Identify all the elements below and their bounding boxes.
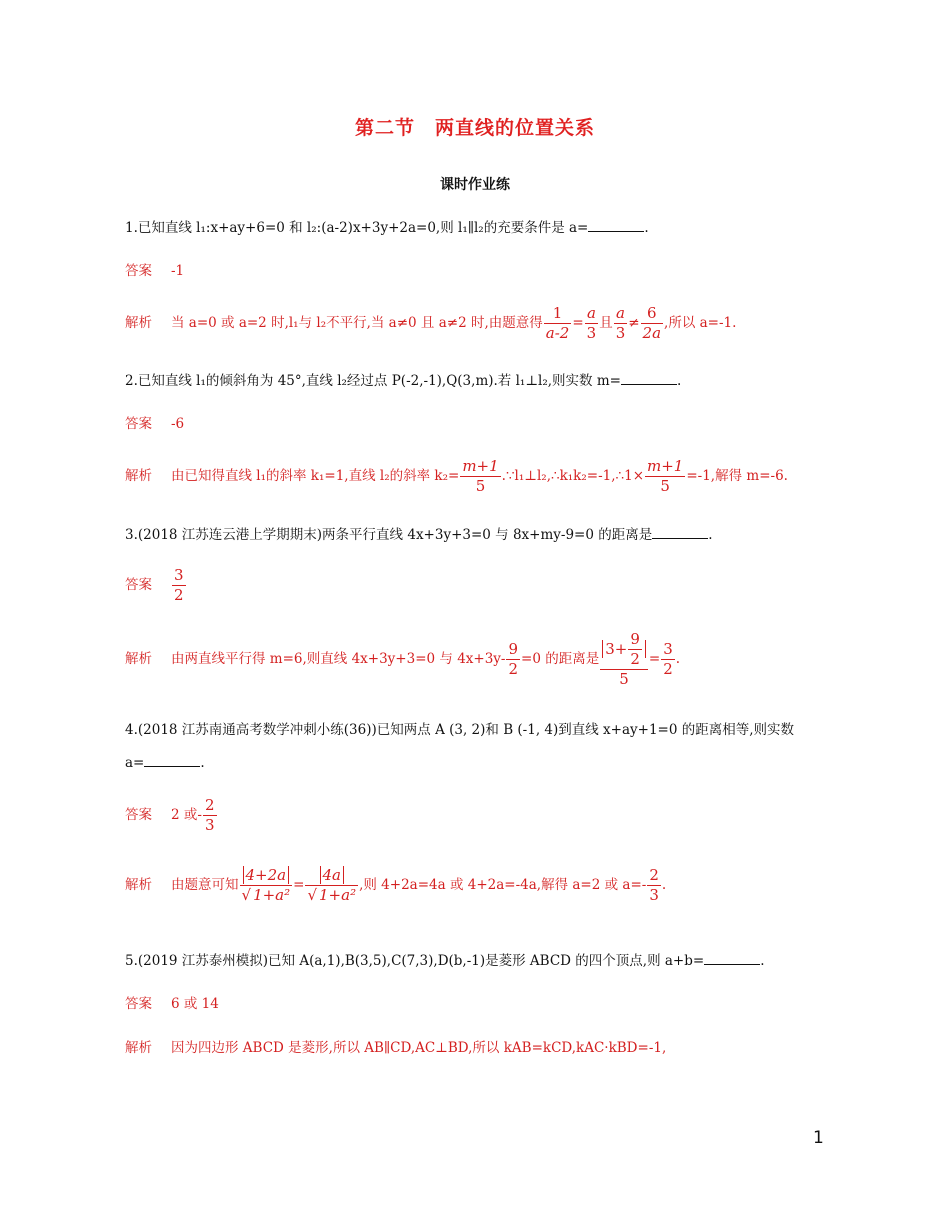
absolute-value: 3+ $\frac{9}{2}$ bbox=[602, 640, 646, 658]
fraction: $\frac{4a}{\text{√ 1+a²}}$ bbox=[307, 866, 357, 904]
question-3-answer bbox=[125, 566, 187, 605]
answer-label: 答案 bbox=[125, 996, 152, 1012]
fraction: $\frac{2}{3}$ bbox=[649, 866, 659, 904]
answer-label: 答案 bbox=[125, 577, 152, 593]
question-3-text: 3.(2018 江苏连云港上学期期末)两条平行直线 4x+3y+3=0 与 8x+my-9=0 的距离是 bbox=[125, 527, 653, 543]
analysis-label: 解析 bbox=[125, 1040, 152, 1056]
question-2-text: 2.已知直线 l₁的倾斜角为 45°,直线 l₂经过点 P(-2,-1),Q(3,m).若 l₁⊥l₂,则实数 m= bbox=[125, 373, 621, 389]
fraction: $\frac{a}{3}$ bbox=[615, 304, 626, 342]
fraction: $\frac{6}{2a}$ bbox=[642, 304, 662, 342]
fraction: $\frac{2}{3}$ bbox=[204, 796, 215, 834]
answer-label: 答案 bbox=[125, 263, 152, 279]
question-5: 5.(2019 江苏泰州模拟)已知 A(a,1),B(3,5),C(7,3),D(b,-1)是菱形 ABCD 的四个顶点,则 a+b= . bbox=[125, 953, 765, 969]
question-4-text: 4.(2018 江苏南通高考数学冲刺小练(36))已知两点 A (3, 2)和 B (-1, 4)到直线 x+ay+1=0 的距离相等,则实数 bbox=[125, 722, 795, 738]
answer-label: 答案 bbox=[125, 807, 152, 823]
page-number: 1 bbox=[813, 1128, 824, 1148]
answer-blank bbox=[144, 754, 200, 767]
analysis-label: 解析 bbox=[125, 315, 152, 331]
question-1: 1.已知直线 l₁:x+ay+6=0 和 l₂:(a-2)x+3y+2a=0,则 l₁∥l₂的充要条件是 a= . bbox=[125, 220, 649, 236]
question-2: 2.已知直线 l₁的倾斜角为 45°,直线 l₂经过点 P(-2,-1),Q(3,m).若 l₁⊥l₂,则实数 m= . bbox=[125, 373, 682, 389]
fraction: $\frac{3}{2}$ bbox=[663, 640, 673, 678]
question-1-text: 1.已知直线 l₁:x+ay+6=0 和 l₂:(a-2)x+3y+2a=0,则 l₁∥l₂的充要条件是 a= bbox=[125, 220, 589, 236]
analysis-label: 解析 bbox=[125, 651, 152, 667]
question-4-analysis: 解析 由题意可知 $\frac{4+2a}{\text{√ 1+a²}}$ = $\frac{4a}{\text{√ 1+a²}}$ ,则 4+2a=4a 或 4+2a=-4a,解得 a=2 或 a=- $\frac{2}{3}$ . bbox=[125, 866, 667, 904]
answer-blank bbox=[704, 952, 760, 965]
answer-label: 答案 bbox=[125, 416, 152, 432]
question-3-analysis: 解析 由两直线平行得 m=6,则直线 4x+3y+3=0 与 4x+3y- $\frac{9}{2}$ =0 的距离是 3+ $\frac{9}{2}$ 5 = $\frac{3}{2}$ . bbox=[125, 630, 681, 688]
analysis-label: 解析 bbox=[125, 877, 152, 893]
question-4-answer: 答案 2 或- $\frac{2}{3}$ bbox=[125, 796, 215, 834]
question-2-answer: 答案 -6 bbox=[125, 416, 185, 432]
question-4-line2: a= . bbox=[125, 755, 205, 771]
fraction: $\frac{3}{2}$ bbox=[174, 566, 184, 604]
answer-blank bbox=[652, 526, 708, 539]
fraction: $\frac{m+1}{5}$ bbox=[462, 457, 499, 495]
question-5-answer: 答案 6 或 14 bbox=[125, 996, 219, 1012]
question-1-analysis: 解析 当 a=0 或 a=2 时,l₁与 l₂不平行,当 a≠0 且 a≠2 时,由题意得 $\frac{1}{a-2}$ = $\frac{a}{3}$ 且 $\frac{a}{3}$ ≠ $\frac{6}{2a}$ ,所以 a=-1. bbox=[125, 304, 737, 342]
fraction: $\frac{a}{3}$ bbox=[586, 304, 597, 342]
analysis-label: 解析 bbox=[125, 468, 152, 484]
question-2-analysis: 解析 由已知得直线 l₁的斜率 k₁=1,直线 l₂的斜率 k₂= $\frac{m+1}{5}$ .∵l₁⊥l₂,∴k₁k₂=-1,∴1× $\frac{m+1}{5}$ =-1,解得 m=-6. bbox=[125, 457, 788, 495]
question-5-analysis: 解析 因为四边形 ABCD 是菱形,所以 AB∥CD,AC⊥BD,所以 kAB=kCD,kAC·kBD=-1, bbox=[125, 1040, 667, 1056]
answer-blank bbox=[588, 219, 644, 232]
fraction: $\frac{4+2a}{\text{√ 1+a²}}$ bbox=[241, 866, 291, 904]
answer-blank bbox=[621, 372, 677, 385]
question-4 bbox=[125, 720, 794, 740]
fraction: $\frac{m+1}{5}$ bbox=[647, 457, 684, 495]
fraction: $\frac{1}{a-2}$ bbox=[545, 304, 570, 342]
fraction: $\frac{9}{2}$ bbox=[508, 640, 519, 678]
section-subtitle: 课时作业练 bbox=[440, 177, 510, 193]
distance-fraction: 3+ $\frac{9}{2}$ 5 bbox=[600, 630, 648, 689]
page-title: 第二节 两直线的位置关系 bbox=[354, 117, 595, 139]
question-1-answer: 答案 -1 bbox=[125, 263, 185, 279]
question-5-text: 5.(2019 江苏泰州模拟)已知 A(a,1),B(3,5),C(7,3),D(b,-1)是菱形 ABCD 的四个顶点,则 a+b= bbox=[125, 953, 705, 969]
question-3: 3.(2018 江苏连云港上学期期末)两条平行直线 4x+3y+3=0 与 8x+my-9=0 的距离是 . bbox=[125, 527, 713, 543]
fraction: $\frac{9}{2}$ bbox=[630, 630, 640, 668]
